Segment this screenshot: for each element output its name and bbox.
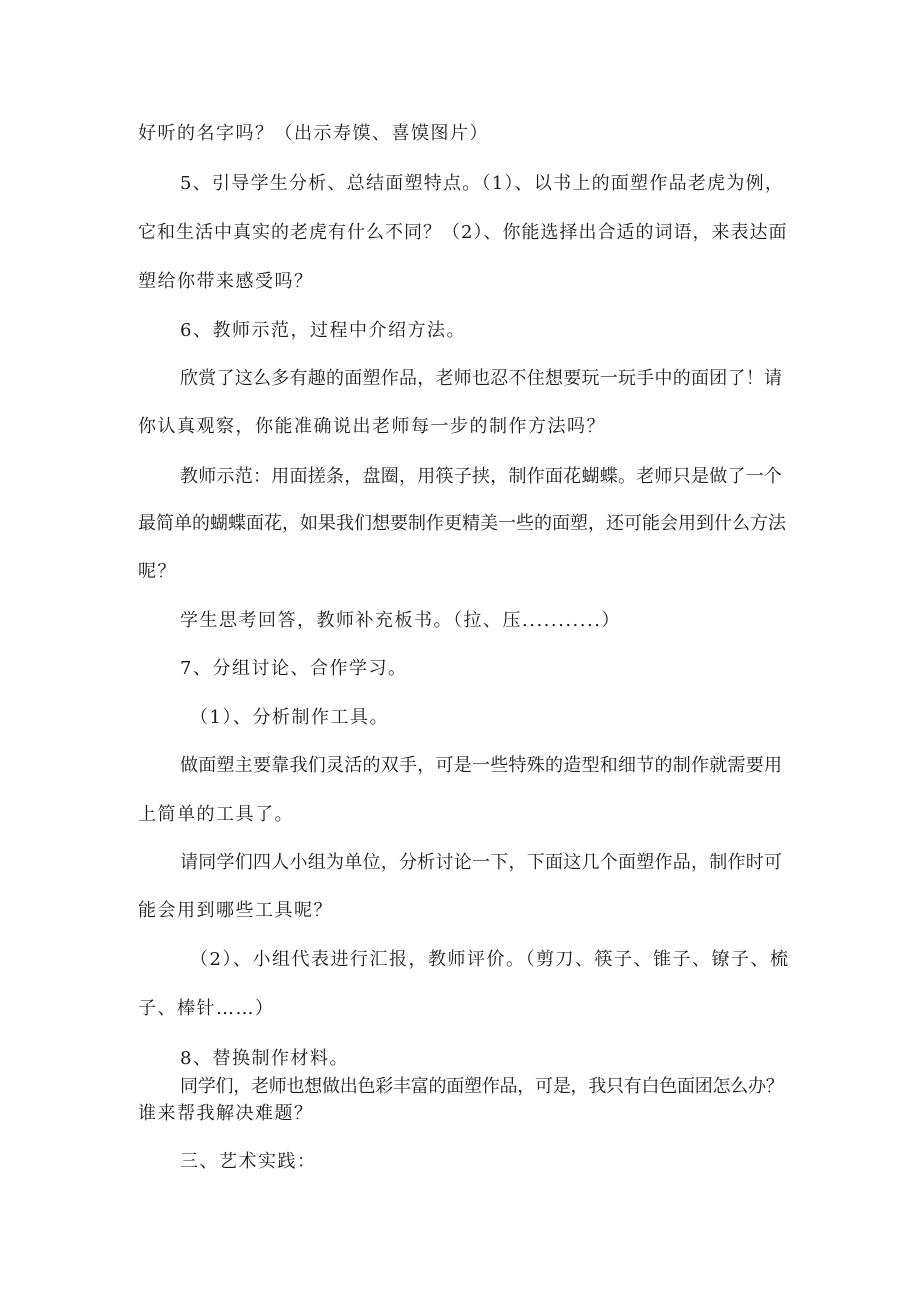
text-line: 呢？ — [138, 561, 177, 582]
text-line: 好听的名字吗？（出示寿馍、喜馍图片） — [138, 123, 489, 144]
text-line: 能会用到哪些工具呢？ — [138, 900, 333, 921]
text-line: 谁来帮我解决难题？ — [138, 1103, 314, 1124]
text-line: 请同学们四人小组为单位，分析讨论一下，下面这几个面塑作品，制作时可 — [180, 852, 783, 873]
text-line: 5、引导学生分析、总结面塑特点。（1）、以书上的面塑作品老虎为例， — [180, 173, 785, 194]
text-line: 塑给你带来感受吗？ — [138, 271, 314, 292]
text-line: 教师示范：用面搓条，盘圈，用筷子挟，制作面花蝴蝶。老师只是做了一个 — [180, 466, 783, 487]
text-line: 6、教师示范，过程中介绍方法。 — [180, 320, 466, 341]
text-line: 8、替换制作材料。 — [180, 1048, 349, 1069]
text-line: 欣赏了这么多有趣的面塑作品，老师也忍不住想要玩一玩手中的面团了！请 — [180, 368, 783, 389]
text-line: （2）、小组代表进行汇报，教师评价。（剪刀、筷子、锥子、镣子、梳 — [190, 949, 790, 970]
text-line: 做面塑主要靠我们灵活的双手，可是一些特殊的造型和细节的制作就需要用 — [180, 755, 783, 776]
text-line: 学生思考回答，教师补充板书。（拉、压...........） — [180, 610, 621, 631]
text-line: 三、艺术实践： — [180, 1151, 317, 1172]
text-line: 子、棒针……） — [138, 998, 275, 1019]
text-line: 上简单的工具了。 — [138, 804, 294, 825]
text-line: 你认真观察，你能准确说出老师每一步的制作方法吗？ — [138, 416, 606, 437]
text-line: 它和生活中真实的老虎有什么不同？（2）、你能选择出合适的词语，来表达面 — [138, 222, 788, 243]
text-line: 最简单的蝴蝶面花，如果我们想要制作更精美一些的面塑，还可能会用到什么方法 — [138, 513, 786, 534]
text-line: （1）、分析制作工具。 — [190, 707, 389, 728]
text-line: 同学们，老师也想做出色彩丰富的面塑作品，可是，我只有白色面团怎么办？ — [180, 1076, 784, 1097]
text-line: 7、分组讨论、合作学习。 — [180, 658, 408, 679]
